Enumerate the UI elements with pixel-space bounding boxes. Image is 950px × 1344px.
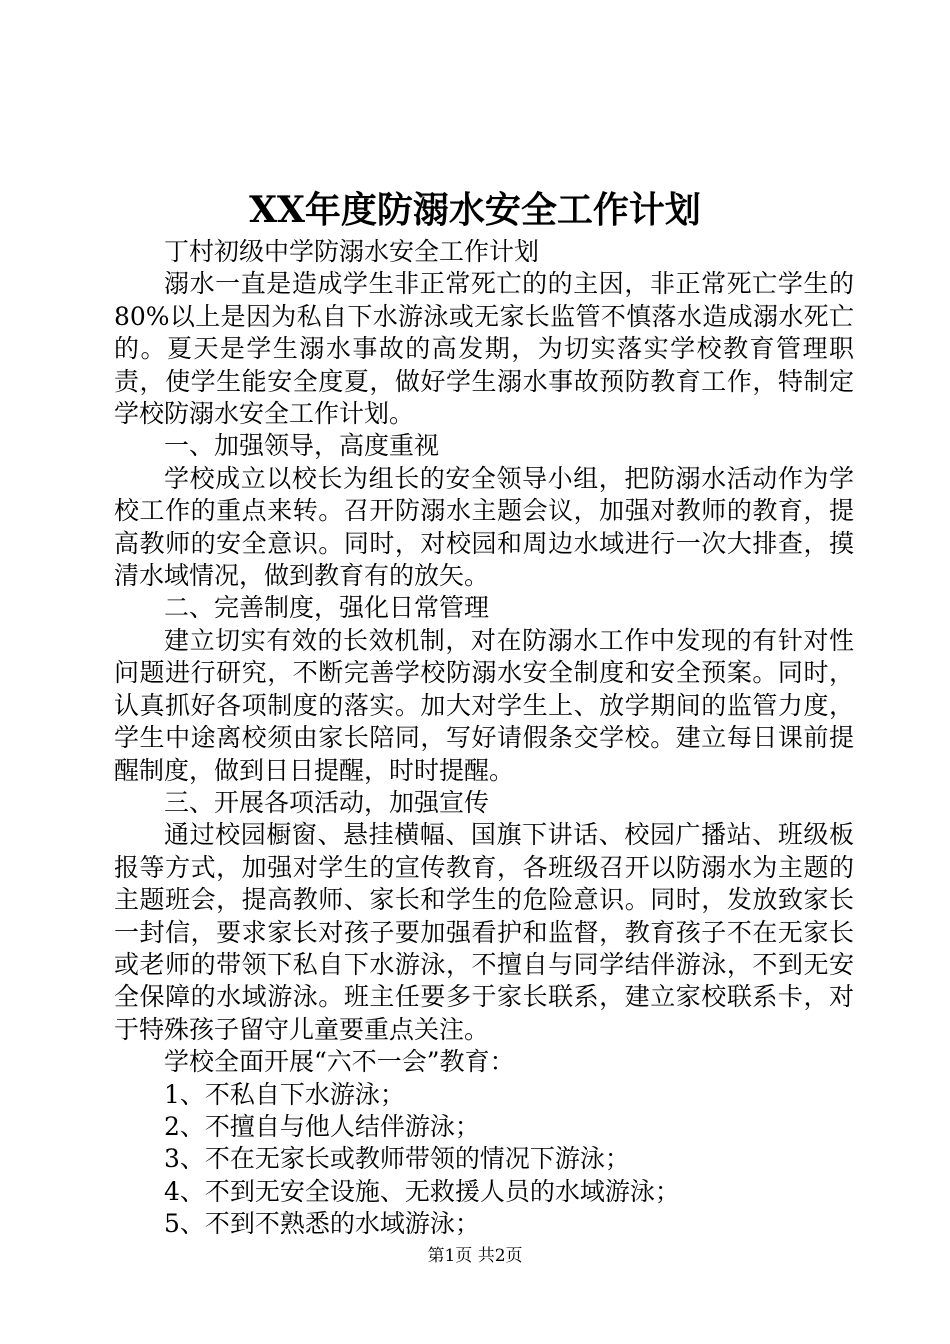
list-item: 2、不擅自与他人结伴游泳； (164, 1111, 480, 1141)
paragraph-subtitle: 丁村初级中学防溺水安全工作计划 (164, 237, 540, 266)
paragraph-section-2: 建立切实有效的长效机制，对在防溺水工作中发现的有针对性问题进行研究，不断完善学校防溺水安全制度和安全预案。同时，认真抓好各项制度的落实。加大对学生上、放学期间的监管力度，学生中途离校须由家长陪同，写好请假条交学校。建立每日课前提醒制度，做到日日提醒，时时提醒。 (114, 625, 854, 785)
section-heading-2: 二、完善制度，强化日常管理 (164, 593, 490, 623)
list-item: 4、不到无安全设施、无救援人员的水域游泳； (164, 1176, 680, 1206)
paragraph-intro: 溺水一直是造成学生非正常死亡的的主因，非正常死亡学生的80%以上是因为私自下水游泳或无家长监管不慎落水造成溺水死亡的。夏天是学生溺水事故的高发期，为切实落实学校教育管理职责，使学生能安全度夏，做好学生溺水事故预防教育工作，特制定学校防溺水安全工作计划。 (114, 269, 854, 429)
document-title: XX年度防溺水安全工作计划 (249, 189, 701, 231)
paragraph-section-1: 学校成立以校长为组长的安全领导小组，把防溺水活动作为学校工作的重点来转。召开防溺水主题会议，加强对教师的教育，提高教师的安全意识。同时，对校园和周边水域进行一次大排查，摸清水域情况，做到教育有的放矢。 (114, 463, 854, 591)
list-item: 5、不到不熟悉的水域游泳； (164, 1209, 480, 1239)
page-footer: 第1页 共2页 (427, 1246, 523, 1266)
list-item: 3、不在无家长或教师带领的情况下游泳； (164, 1144, 630, 1174)
list-item: 1、不私自下水游泳； (164, 1079, 405, 1109)
section-heading-3: 三、开展各项活动，加强宣传 (164, 787, 490, 817)
document-body (114, 236, 854, 1241)
section-heading-1: 一、加强领导，高度重视 (164, 431, 440, 461)
paragraph-list-intro: 学校全面开展“六不一会”教育： (164, 1047, 515, 1077)
paragraph-section-3: 通过校园橱窗、悬挂横幅、国旗下讲话、校园广播站、班级板报等方式，加强对学生的宣传教育，各班级召开以防溺水为主题的主题班会，提高教师、家长和学生的危险意识。同时，发放致家长一封信，要求家长对孩子要加强看护和监督，教育孩子不在无家长或老师的带领下私自下水游泳，不擅自与同学结伴游泳，不到无安全保障的水域游泳。班主任要多于家长联系，建立家校联系卡，对于特殊孩子留守儿童要重点关注。 (114, 820, 854, 1044)
